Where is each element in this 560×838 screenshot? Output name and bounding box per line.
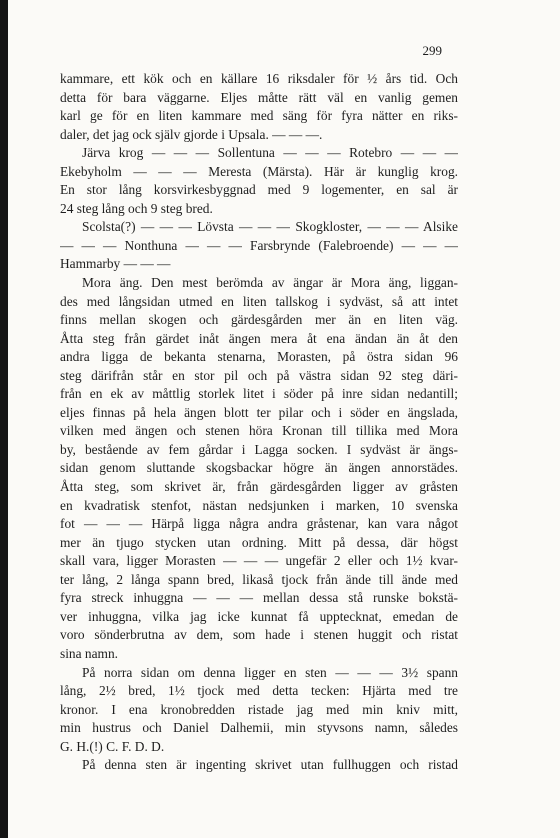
text-line-22: sidan genom sluttande skogsbackar högre än ängen annorstädes. xyxy=(60,460,458,476)
text-line-14: finns mellan skogen och gärdesgården mer än en liten väg. xyxy=(60,312,458,328)
text-line-6: Ekebyholm — — — Meresta (Märsta). Här är kunglig krog. xyxy=(60,163,458,179)
text-line-2: detta för bara väggarne. Eljes måtte rätt väl en vanlig gemen xyxy=(60,89,458,105)
page-number: 299 xyxy=(422,43,442,58)
text-line-28: ter lång, 2 långa spann bred, likaså tjock från ände till ände med xyxy=(60,571,458,587)
text-line-1: kammare, ett kök och en källare 16 riksdaler för ½ års tid. Och xyxy=(60,71,458,86)
text-line-32: sina namn. xyxy=(60,645,119,661)
text-line-10: — — — Nonthuna — — — Farsbrynde (Falebroende) — — — xyxy=(60,237,458,253)
text-line-4: daler, det jag ock själv gjorde i Upsala. — — —. xyxy=(60,126,323,142)
text-line-26: mer än tjugo stycken utan ordning. Mitt på dessa, där högst xyxy=(60,534,458,550)
text-line-11: Hammarby — — — xyxy=(60,256,171,272)
text-line-34: lång, 2½ bred, 1½ tjock med detta tecken: Hjärta med tre xyxy=(60,683,458,699)
text-line-5: Järva krog — — — Sollentuna — — — Rotebro — — — xyxy=(82,145,458,161)
text-line-27: skall vara, ligger Morasten — — — ungefär 2 eller och 1½ kvar- xyxy=(60,553,458,569)
text-line-37: G. H.(!) C. F. D. D. xyxy=(60,738,165,754)
text-line-21: by, bestående av fem gårdar i Lagga socken. I sydväst är ängs- xyxy=(60,441,458,457)
text-line-33: På norra sidan om denna ligger en sten — — — 3½ spann xyxy=(82,664,458,680)
text-line-12: Mora äng. Den mest berömda av ängar är Mora äng, liggan- xyxy=(82,275,458,291)
text-line-23: Åtta steg, som skrivet är, från gärdesgården ligger av gråsten xyxy=(60,479,458,495)
text-line-29: fyra streck inhuggna — — — mellan dessa stå runske bokstä- xyxy=(60,590,458,606)
text-line-9: Scolsta(?) — — — Lövsta — — — Skogkloster, — — — Alsike xyxy=(82,219,458,235)
text-line-18: från en ek av måttlig storlek litet i söder på inre sidan nedantill; xyxy=(60,386,458,402)
text-line-31: voro sönderbrutna av dem, som hade i stenen huggit och ristat xyxy=(60,627,458,643)
text-line-36: min hustrus och Daniel Dalhemii, min styvsons namn, således xyxy=(60,720,458,736)
text-line-24: en kvadratisk stenfot, nästan nedsjunken i marken, 10 svenska xyxy=(60,497,458,513)
text-line-16: andra ligga de bekanta stenarna, Morasten, på östra sidan 96 xyxy=(60,349,458,365)
scan-edge xyxy=(0,0,8,838)
text-line-3: karl ge för en liten kammare med säng för fyra nätter en riks- xyxy=(60,108,458,124)
text-line-38: På denna sten är ingenting skrivet utan fullhuggen och ristad xyxy=(82,757,458,773)
text-line-17: steg därifrån står en stor pil och på västra sidan 92 steg däri- xyxy=(60,367,458,383)
body-text xyxy=(60,70,458,775)
text-line-15: Åtta steg från gärdet inåt ängen mera åt ena ändan än åt den xyxy=(60,330,458,346)
text-line-7: En stor lång korsvirkesbyggnad med 9 logementer, en sal är xyxy=(60,182,458,198)
text-line-20: vilken med ängen och stenen höra Kronan till tillika med Mora xyxy=(60,423,458,439)
text-line-30: ver inhuggna, vilka jag icke kunnat få upptecknat, emedan de xyxy=(60,608,458,624)
text-line-13: des med långsidan utmed en liten tallskog i sydväst, så att intet xyxy=(60,293,458,309)
text-line-19: eljes finnas på hela ängen blott ter pilar och i söder en ängslada, xyxy=(60,404,458,420)
text-line-25: fot — — — Härpå ligga några andra gråstenar, kan vara något xyxy=(60,516,458,532)
text-line-8: 24 steg lång och 9 steg bred. xyxy=(60,200,213,216)
text-line-35: kronor. I ena kronobredden ristade jag med min kniv mitt, xyxy=(60,701,458,717)
